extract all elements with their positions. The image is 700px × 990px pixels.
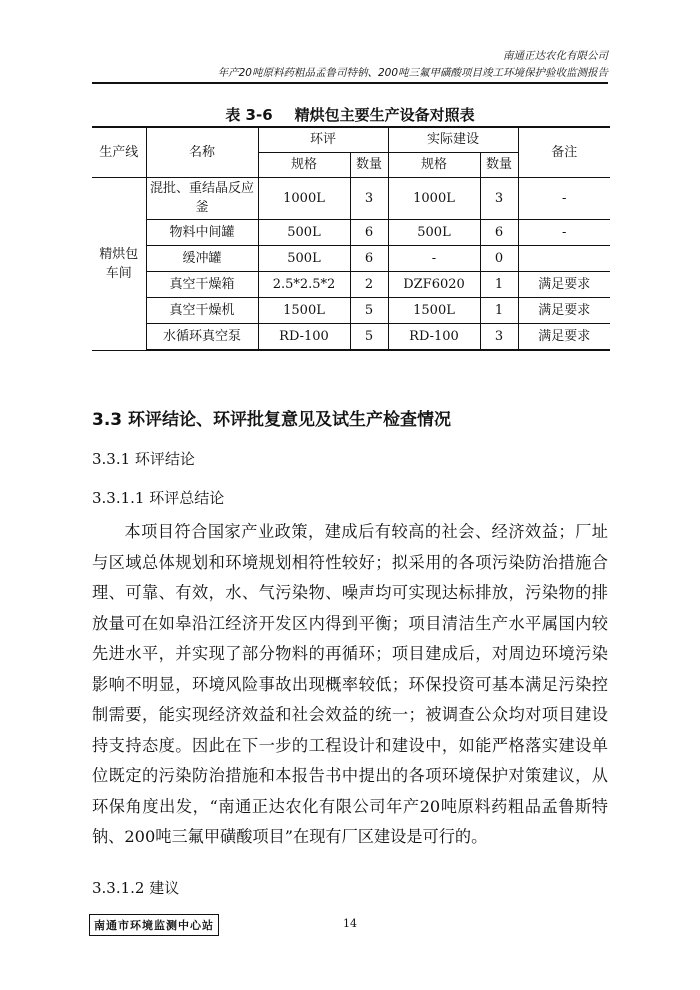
cell-note: - [518, 219, 610, 245]
cell-actual-qty: 0 [480, 245, 518, 271]
table-number: 表 3-6 [225, 106, 273, 124]
conclusion-paragraph: 本项目符合国家产业政策，建成后有较高的社会、经济效益；厂址与区域总体规划和环境规划相符性较好；拟采用的各项污染防治措施合理、可靠、有效，水、气污染物、噪声均可实现达标排放，污染物的排放量可在如皋沿江经济开发区内得到平衡；项目清洁生产水平属国内较先进水平，并实现了部分物料的再循环；项目建成后，对周边环境污染影响不明显，环境风险事故出现概率较低；环保投资可基本满足污染控制需要，能实现经济效益和社会效益的统一；被调查公众均对项目建设持支持态度。因此在下一步的工程设计和建设中，如能严格落实建设单位既定的污染防治措施和本报告书中提出的各项环境保护对策建议，从环保角度出发，“南通正达农化有限公司年产20吨原料药粗品孟鲁斯特钠、200吨三氟甲磺酸项目”在现有厂区建设是可行的。 [92, 522, 608, 846]
cell-actual-spec: 1500L [388, 297, 480, 323]
cell-actual-qty: 6 [480, 219, 518, 245]
station-stamp: 南通市环境监测中心站 [89, 914, 219, 936]
table-row [92, 297, 610, 323]
cell-actual-spec: DZF6020 [388, 271, 480, 297]
cell-actual-qty: 1 [480, 297, 518, 323]
header-eia: 环评 [258, 127, 388, 152]
page-header [92, 48, 608, 84]
header-actual-qty: 数量 [480, 152, 518, 177]
header-note: 备注 [518, 127, 610, 177]
cell-eia-qty: 5 [350, 323, 388, 350]
cell-eia-qty: 6 [350, 219, 388, 245]
header-actual-spec: 规格 [388, 152, 480, 177]
table-row [92, 323, 610, 350]
cell-name: 缓冲罐 [146, 245, 258, 271]
section-heading: 3.3 环评结论、环评批复意见及试生产检查情况 [92, 410, 452, 430]
cell-name: 真空干燥机 [146, 297, 258, 323]
table-row [92, 245, 610, 271]
header-eia-spec: 规格 [258, 152, 350, 177]
cell-note [518, 245, 610, 271]
header-line: 生产线 [92, 127, 146, 177]
line-cell: 精烘包车间 [92, 177, 146, 350]
cell-eia-spec: 1000L [258, 177, 350, 219]
cell-note: 满足要求 [518, 271, 610, 297]
subsection-heading: 3.3.1 环评结论 [92, 450, 195, 468]
cell-name: 水循环真空泵 [146, 323, 258, 350]
table-row [92, 177, 610, 219]
header-report-title: 年产20吨原料药粗品孟鲁司特钠、200吨三氟甲磺酸项目竣工环境保护验收监测报告 [92, 65, 608, 84]
cell-note: 满足要求 [518, 297, 610, 323]
table-caption [0, 104, 700, 125]
header-name: 名称 [146, 127, 258, 177]
cell-eia-spec: 500L [258, 219, 350, 245]
header-eia-qty: 数量 [350, 152, 388, 177]
cell-note: - [518, 177, 610, 219]
cell-note: 满足要求 [518, 323, 610, 350]
cell-eia-spec: 500L [258, 245, 350, 271]
equipment-table [92, 126, 610, 351]
table-row [92, 219, 610, 245]
cell-eia-spec: 1500L [258, 297, 350, 323]
suggestion-heading: 3.3.1.2 建议 [92, 879, 180, 897]
cell-actual-spec: 1000L [388, 177, 480, 219]
page-number: 14 [343, 917, 357, 930]
table-row [92, 271, 610, 297]
cell-actual-spec: RD-100 [388, 323, 480, 350]
cell-actual-spec: - [388, 245, 480, 271]
table-title: 精烘包主要生产设备对照表 [294, 106, 475, 124]
cell-eia-qty: 5 [350, 297, 388, 323]
header-company: 南通正达农化有限公司 [503, 50, 608, 62]
cell-eia-spec: RD-100 [258, 323, 350, 350]
cell-name: 混批、重结晶反应釜 [146, 177, 258, 219]
sub-subsection-heading: 3.3.1.1 环评总结论 [92, 489, 225, 507]
cell-actual-qty: 1 [480, 271, 518, 297]
cell-actual-qty: 3 [480, 177, 518, 219]
cell-eia-spec: 2.5*2.5*2 [258, 271, 350, 297]
cell-actual-spec: 500L [388, 219, 480, 245]
cell-eia-qty: 2 [350, 271, 388, 297]
cell-eia-qty: 6 [350, 245, 388, 271]
cell-name: 物料中间罐 [146, 219, 258, 245]
cell-eia-qty: 3 [350, 177, 388, 219]
cell-actual-qty: 3 [480, 323, 518, 350]
header-actual: 实际建设 [388, 127, 518, 152]
cell-name: 真空干燥箱 [146, 271, 258, 297]
